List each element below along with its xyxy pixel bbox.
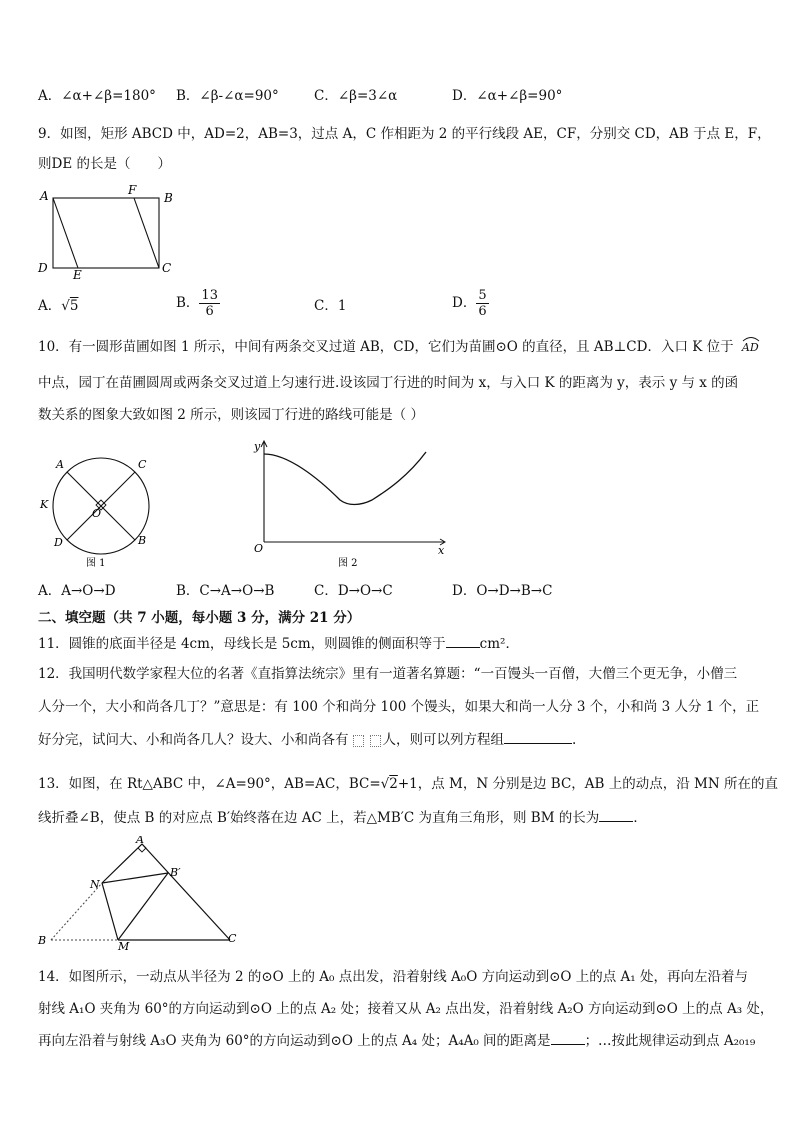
q9-label-f: F	[128, 184, 137, 197]
sqrt-sign-icon: √	[380, 776, 390, 792]
q9-option-b-prefix: B．	[176, 295, 200, 311]
q13-label-a: A	[136, 836, 144, 846]
q12-text-line2: 人分一个，大小和尚各几丁？”意思是：有 100 个和尚分 100 个馒头，如果大和尚一人分 3 个，小和尚 3 人分 1 个，正	[38, 699, 760, 715]
q9-option-a-prefix: A．	[38, 298, 62, 314]
q10-option-c: C．D→O→C	[314, 583, 393, 599]
q8-option-b: B．∠β-∠α=90°	[176, 88, 279, 104]
arc-icon	[742, 336, 760, 342]
q10-text-line3: 数关系的图象大致如图 2 所示，则该园丁行进的路线可能是（ ）	[38, 407, 424, 423]
q13-label-n: N	[90, 878, 100, 891]
q10-figure2-graph	[248, 438, 448, 572]
q10-option-a: A．A→O→D	[38, 583, 116, 599]
q14-answer-blank[interactable]	[551, 1044, 585, 1045]
q13-text-line1	[38, 774, 778, 794]
sqrt-sign-icon: √	[61, 298, 70, 314]
q12-variable-box-icon	[370, 735, 381, 747]
q9-option-b-fraction	[199, 288, 220, 319]
q9-rectangle-figure	[34, 184, 184, 280]
q14-text-line3	[38, 1031, 755, 1051]
q10-arc-ad-label: AD	[741, 341, 759, 354]
q14-text-line3b: ；…按此规律运动到点 A₂₀₁₉	[584, 1033, 756, 1049]
q9-option-d-numerator: 5	[478, 288, 487, 303]
q12-text-line3	[38, 730, 576, 750]
q9-option-b	[176, 288, 220, 319]
q10-fig1-label-o: O	[92, 507, 102, 520]
q10-fig1-label-k: K	[40, 498, 49, 511]
q12-variable-box-icon	[353, 735, 364, 747]
q13-label-b-prime: B′	[170, 866, 181, 879]
q10-fig2-label-y: y	[254, 440, 261, 453]
q10-fig2-label-o: O	[254, 542, 264, 555]
q9-option-d-denominator: 6	[478, 304, 487, 319]
q9-text-line1: 9．如图，矩形 ABCD 中，AD=2，AB=3，过点 A，C 作相距为 2 的平行线段 AE，CF，分别交 CD，AB 于点 E，F，	[38, 126, 771, 142]
q10-fig1-label-d: D	[54, 536, 63, 549]
q9-label-a: A	[40, 189, 49, 203]
q11-text-main: 11．圆锥的底面半径是 4cm，母线长是 5cm，则圆锥的侧面积等于	[38, 636, 446, 652]
q13-triangle-figure	[34, 836, 244, 952]
q12-text-line3c: .	[572, 732, 577, 748]
q12-text-line3a: 好分完，试问大、小和尚各几人？设大、小和尚各有	[38, 732, 349, 748]
q12-text-line3b: 人，则可以列方程组	[382, 732, 504, 748]
q9-label-d: D	[38, 261, 48, 275]
q13-text-line2	[38, 808, 647, 828]
q14-text-line3a: 再向左沿着与射线 A₃O 夹角为 60°的方向运动到⊙O 上的点 A₄ 处；A₄A₀ 间的距离是	[38, 1033, 551, 1049]
q13-label-c: C	[228, 932, 237, 945]
q10-figure1-circle	[34, 448, 174, 572]
q11-text	[38, 634, 519, 654]
q13-text-line2a: 线折叠∠B，使点 B 的对应点 B′始终落在边 AC 上，若△MB′C 为直角三角形，则 BM 的长为	[38, 810, 600, 826]
q9-label-b: B	[164, 191, 173, 205]
q11-answer-blank[interactable]	[446, 647, 480, 648]
q9-label-e: E	[73, 268, 82, 280]
q12-answer-blank[interactable]	[504, 743, 572, 744]
q11-unit: cm²．	[479, 636, 519, 652]
q13-text-line1b: +1，点 M，N 分别是边 BC，AB 上的动点，沿 MN 所在的直	[397, 776, 778, 792]
section-heading-fill-in: 二、填空题（共 7 小题，每小题 3 分，满分 21 分）	[38, 610, 361, 626]
q14-text-line2: 射线 A₁O 夹角为 60°的方向运动到⊙O 上的点 A₂ 处；接着又从 A₂ 点出发，沿着射线 A₂O 方向运动到⊙O 上的点 A₃ 处，	[38, 1001, 774, 1017]
q13-text-line2b: ．	[633, 810, 647, 826]
q10-fig1-label-c: C	[138, 458, 147, 471]
q14-text-line1: 14．如图所示，一动点从半径为 2 的⊙O 上的 A₀ 点出发，沿着射线 A₀O 方向运动到⊙O 上的点 A₁ 处，再向左沿着与	[38, 969, 748, 985]
q9-option-a	[38, 296, 78, 316]
q10-option-b: B．C→A→O→B	[176, 583, 275, 599]
q13-label-m: M	[118, 940, 130, 952]
q10-fig1-label-b: B	[138, 534, 147, 547]
q10-fig2-label-x: x	[438, 544, 445, 557]
q9-text-line2: 则DE 的长是（ ）	[38, 156, 171, 172]
q10-text-line2: 中点，园丁在苗圃圆周或两条交叉过道上匀速行进.设该园丁行进的时间为 x，与入口 K 的距离为 y，表示 y 与 x 的函	[38, 375, 739, 391]
q9-option-b-numerator: 13	[201, 288, 218, 303]
q10-text-line1-main: 10．有一圆形苗圃如图 1 所示，中间有两条交叉过道 AB，CD，它们为苗圃⊙O 的直径，且 AB⊥CD．入口 K 位于	[38, 339, 734, 355]
q13-radicand: 2	[389, 776, 398, 792]
q9-option-d	[452, 288, 489, 319]
q13-answer-blank[interactable]	[599, 821, 633, 822]
q10-fig1-label-a: A	[56, 458, 64, 471]
q9-option-a-radicand: 5	[69, 298, 79, 314]
q10-arc-ad	[742, 338, 759, 358]
q13-label-b: B	[38, 934, 47, 947]
q10-text-line1	[38, 337, 759, 358]
q12-text-line1: 12．我国明代数学家程大位的名著《直指算法统宗》里有一道著名算题：“一百馒头一百僧，大僧三个更无争，小僧三	[38, 666, 738, 682]
q8-option-d: D．∠α+∠β=90°	[452, 88, 563, 104]
q9-option-d-prefix: D．	[452, 295, 477, 311]
q8-option-a: A．∠α+∠β=180°	[38, 88, 156, 104]
q10-fig1-caption: 图 1	[86, 558, 106, 569]
q9-option-d-fraction	[476, 288, 488, 319]
q9-option-b-denominator: 6	[205, 304, 214, 319]
q10-fig2-caption: 图 2	[338, 558, 358, 569]
q9-label-c: C	[162, 261, 172, 275]
q13-text-line1a: 13．如图，在 Rt△ABC 中，∠A=90°，AB=AC，BC=	[38, 776, 381, 792]
q8-option-c: C．∠β=3∠α	[314, 88, 398, 104]
q9-option-c: C．1	[314, 298, 347, 314]
q10-option-d: D．O→D→B→C	[452, 583, 553, 599]
